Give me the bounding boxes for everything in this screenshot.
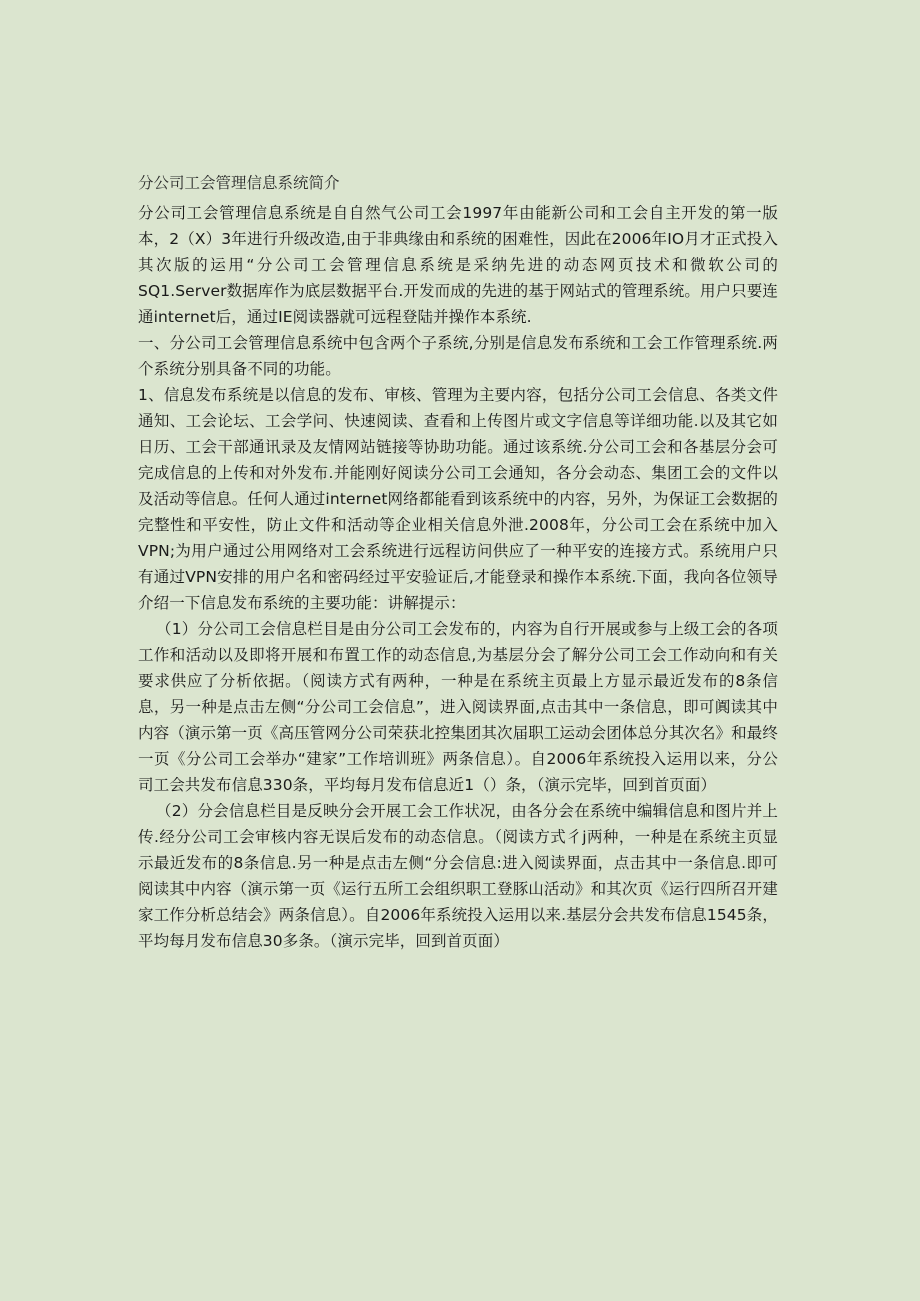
paragraph-item-1: （1）分公司工会信息栏目是由分公司工会发布的，内容为自行开展或参与上级工会的各项工作和活动以及即将开展和布置工作的动态信息,为基层分会了解分公司工会工作动向和有关要求供应了分析依据。（阅读方式有两种，一种是在系统主页最上方显示最近发布的8条信息，另一种是点击左侧“分公司工会信息”，进入阅读界面,点击其中一条信息，即可阗读其中内容（演示第一页《高压管网分公司荣获北控集团其次届职工运动会团体总分其次名》和最终一页《分公司工会举办“建家”工作培训班》两条信息）。自2006年系统投入运用以来，分公司工会共发布信息330条，平均每月发布信息近1（）条，（演示完毕，回到首页面） (138, 620, 778, 794)
paragraph-intro: 分公司工会管理信息系统是自自然气公司工会1997年由能新公司和工会自主开发的第一版本，2（X）3年进行升级改造,由于非典缘由和系统的困难性，因此在2006年IO月才正式投入其次版的运用“分公司工会管理信息系统是采纳先进的动态网页技术和微软公司的SQ1.Server数据库作为底层数据平台.开发而成的先进的基于网站式的管理系统。用户只要连通internet后，通过IE阅读器就可远程登陆并操作本系统. (138, 204, 778, 326)
paragraph-item-2: （2）分会信息栏目是反映分会开展工会工作状况，由各分会在系统中编辑信息和图片并上传.经分公司工会审核内容无误后发布的动态信息。（阅读方式彳j两种，一种是在系统主页显示最近发布的8条信息.另一种是点击左侧“分会信息:进入阅读界面，点击其中一条信息.即可阅读其中内容（演示第一页《运行五所工会组织职工登豚山活动》和其次页《运行四所召开建家工作分析总结会》两条信息）。自2006年系统投入运用以来.基层分会共发布信息1545条，平均每月发布信息30多条。（演示完毕，回到首页面） (138, 802, 778, 950)
paragraph-info-release-system: 1、信息发布系统是以信息的发布、审核、管理为主要内容，包括分公司工会信息、各类文件通知、工会论坛、工会学问、快速阅读、查看和上传图片或文字信息等详细功能.以及其它如日历、工会干部通讯录及友情网站链接等协助功能。通过该系统.分公司工会和各基层分会可完成信息的上传和对外发布.并能刚好阅读分公司工会通知，各分会动态、集团工会的文件以及活动等信息。任何人通过internet网络都能看到该系统中的内容，另外，为保证工会数据的完整性和平安性，防止文件和活动等企业相关信息外泄.2008年，分公司工会在系统中加入VPN;为用户通过公用网络对工会系统进行远程访问供应了一种平安的连接方式。系统用户只有通过VPN安排的用户名和密码经过平安验证后,才能登录和操作本系统.下面，我向各位领导介绍一下信息发布系统的主要功能：讲解提示： (138, 386, 778, 612)
document-body (138, 170, 778, 954)
document-title: 分公司工会管理信息系统简介 (138, 174, 340, 192)
paragraph-section-one: 一、分公司工会管理信息系统中包含两个子系统,分别是信息发布系统和工会工作管理系统.两个系统分别具备不同的功能。 (138, 334, 778, 378)
